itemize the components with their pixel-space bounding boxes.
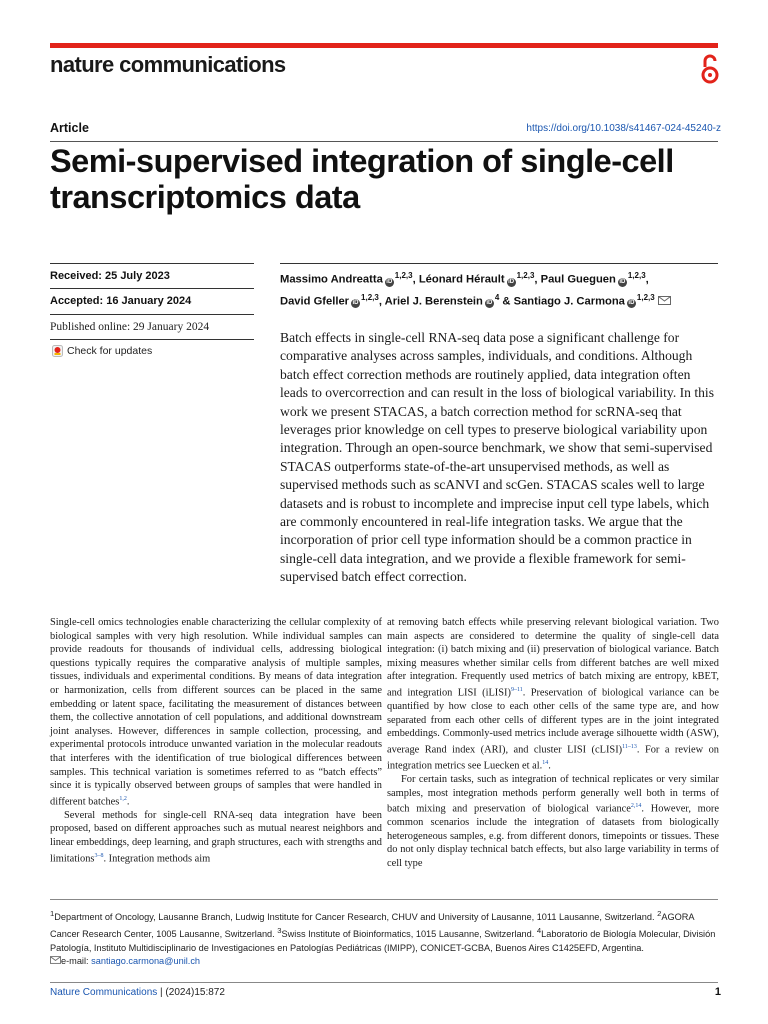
affiliation-text: Laboratorio de Biología Molecular, División Patología, Instituto Multidisciplinario de Investigaciones en Patologías Pediátricas (IMIPP), CONICET-GCBA, Buenos Aires C1425EFD, Argentina. bbox=[50, 929, 716, 953]
journal-name[interactable]: nature communications bbox=[50, 52, 286, 77]
body-text: . However, more common scenarios include the integration of datasets from biologically heterogeneous samples, e.g. from different donors, timepoints or tissues. These do not only display technical batch effects, but also large variability in terms of cell type bbox=[387, 803, 719, 869]
citation-ref[interactable]: 1,2 bbox=[119, 795, 127, 802]
citation-ref[interactable]: 9–11 bbox=[510, 686, 523, 693]
header-accent-rule bbox=[50, 43, 718, 48]
citation-ref[interactable]: 3–8 bbox=[94, 852, 104, 859]
author-name[interactable]: Paul Gueguen bbox=[540, 273, 616, 286]
authors-rule bbox=[280, 263, 718, 264]
author-name[interactable]: Ariel J. Berenstein bbox=[384, 295, 483, 308]
body-column-right bbox=[387, 616, 719, 871]
dates-rule-2 bbox=[50, 314, 254, 315]
author-affiliation-ref: 1,2,3 bbox=[627, 271, 646, 280]
author-separator: , bbox=[534, 273, 541, 286]
doi-link[interactable]: https://doi.org/10.1038/s41467-024-45240-z bbox=[526, 123, 721, 134]
dates-rule-3 bbox=[50, 339, 254, 340]
body-paragraph bbox=[387, 773, 719, 871]
body-paragraph bbox=[387, 616, 719, 773]
body-paragraph bbox=[50, 616, 382, 809]
author-separator: , bbox=[412, 273, 419, 286]
author-affiliation-ref: 1,2,3 bbox=[636, 292, 655, 302]
accepted-date: Accepted: 16 January 2024 bbox=[50, 295, 192, 307]
author-name[interactable]: Léonard Hérault bbox=[418, 273, 505, 286]
author-affiliation-ref: 1,2,3 bbox=[516, 271, 535, 280]
citation-ref[interactable]: 11–13 bbox=[622, 743, 637, 750]
author-name[interactable]: Santiago J. Carmona bbox=[513, 295, 625, 308]
affiliation-number: 1 bbox=[50, 909, 55, 918]
open-access-icon[interactable] bbox=[700, 53, 720, 85]
body-text: . Integration methods aim bbox=[103, 853, 211, 865]
affiliation-text: AGORA Cancer Research Center, 1005 Lausanne, Switzerland. bbox=[50, 912, 695, 940]
body-text: For certain tasks, such as integration of technical replicates or very similar samples, most integration methods perform generally well both in terms of batch mixing and preservation of biological variance bbox=[387, 773, 719, 815]
citation-ref[interactable]: 14 bbox=[542, 759, 549, 766]
author-list bbox=[280, 267, 720, 310]
author-separator: , bbox=[645, 273, 649, 286]
page-number: 1 bbox=[714, 986, 721, 998]
author-name[interactable]: Massimo Andreatta bbox=[280, 273, 383, 286]
orcid-icon[interactable]: iD bbox=[486, 300, 493, 307]
dates-rule-top bbox=[50, 263, 254, 264]
check-updates-icon bbox=[52, 345, 63, 357]
author-affiliation-ref: 1,2,3 bbox=[361, 292, 379, 302]
title-divider bbox=[50, 141, 718, 142]
author-separator: , bbox=[378, 295, 385, 308]
check-for-updates-button[interactable] bbox=[52, 345, 152, 357]
body-column-left bbox=[50, 616, 382, 866]
email-icon[interactable] bbox=[658, 296, 671, 305]
abstract: Batch effects in single-cell RNA-seq data pose a significant challenge for comparative analyses across samples, individuals, and conditions. Although batch effect correction methods are routinely applied, data integration often leads to overcorrection and can result in the loss of biological variability. In this work we present STACAS, a batch correction method for scRNA-seq that leverages prior knowledge on cell types to preserve biological variability upon integration. Through an open-source benchmark, we show that semi-supervised STACAS outperforms state-of-the-art unsupervised methods, as well as supervised methods such as scANVI and scGen. STACAS scales well to large datasets and is robust to incomplete and imprecise input cell type labels, which are commonly encountered in real-life integration tasks. We argue that the incorporation of prior cell type information should be a common practice in single-cell data integration, and we provide a flexible framework for semi-supervised batch effect correction. bbox=[280, 330, 714, 585]
published-date: Published online: 29 January 2024 bbox=[50, 321, 210, 333]
orcid-icon[interactable]: iD bbox=[352, 300, 359, 307]
orcid-icon[interactable]: iD bbox=[386, 278, 393, 285]
affiliations bbox=[50, 907, 718, 969]
body-text: Several methods for single-cell RNA-seq data integration have been proposed, based on different approaches such as mutual nearest neighbors and linear embeddings, deep learning, and graph structures, each with strengths and limitations bbox=[50, 809, 382, 865]
body-text: . bbox=[126, 796, 130, 808]
affiliations-rule bbox=[50, 899, 718, 900]
article-title: Semi-supervised integration of single-cell transcriptomics data bbox=[50, 143, 674, 215]
affiliation-number: 3 bbox=[277, 926, 282, 936]
footer-journal-name[interactable]: Nature Communications bbox=[50, 987, 158, 998]
footer-citation: (2024)15:872 bbox=[165, 987, 225, 998]
author-name[interactable]: David Gfeller bbox=[280, 295, 350, 308]
body-text: . bbox=[548, 760, 551, 772]
orcid-icon[interactable]: iD bbox=[628, 300, 635, 307]
author-affiliation-ref: 4 bbox=[494, 292, 500, 302]
orcid-icon[interactable]: iD bbox=[619, 278, 626, 285]
footer-rule bbox=[50, 982, 718, 983]
affiliation-number: 4 bbox=[536, 926, 542, 936]
body-text: . For a review on integration metrics see Luecken et al. bbox=[387, 744, 719, 772]
body-text: . Preservation of biological variance can be quantified by how close to each other cells of the same type are, and how separated from each other cells of different types are in the joint integrated embeddings. Commonly-used metrics include average silhouette width (ASW), average Rand index (ARI), and cluster LISI (cLISI) bbox=[387, 687, 719, 756]
orcid-icon[interactable]: iD bbox=[508, 278, 515, 285]
affiliation-text: Department of Oncology, Lausanne Branch, Ludwig Institute for Cancer Research, CHUV and University of Lausanne, 1011 Lausanne, Switzerland. bbox=[54, 912, 658, 923]
article-type: Article bbox=[50, 121, 89, 135]
affiliation-text: Swiss Institute of Bioinformatics, 1015 Lausanne, Switzerland. bbox=[281, 929, 537, 940]
received-date: Received: 25 July 2023 bbox=[50, 270, 170, 282]
check-updates-label: Check for updates bbox=[67, 345, 153, 357]
dates-rule-1 bbox=[50, 288, 254, 289]
affiliation-number: 2 bbox=[657, 909, 662, 918]
body-text: at removing batch effects while preserving relevant biological variation. Two main aspects are considered to determine the quality of single-cell data integration: (i) batch mixing and (ii) preservation of biological variance. Batch mixing measures whether similar cells from different batches are well mixed after integration. Frequently used metrics of batch mixing are entropy, kBET, and integration LISI (iLISI) bbox=[387, 617, 719, 699]
footer-journal: Nature Communications | (2024)15:872 bbox=[50, 987, 225, 998]
citation-ref[interactable]: 2,14 bbox=[630, 803, 642, 810]
corresponding-email-link[interactable]: santiago.carmona@unil.ch bbox=[91, 956, 201, 967]
author-affiliation-ref: 1,2,3 bbox=[394, 271, 413, 280]
body-paragraph bbox=[50, 809, 382, 866]
body-text: Single-cell omics technologies enable characterizing the cellular complexity of biological samples with very high resolution. While individual samples can provide readouts for thousands of individual cells, addressing biological questions typically requires the comparative analysis of multiple samples, tissues, individuals and experimental conditions. By means of data integration or harmonization, cells from different sources can be placed in the same embedding or latent space, facilitating the measurement of distances between them, the collective annotation of cell populations, and additional downstream joint analyses. However, differences in sample collection, processing, and experimental protocols introduce unwanted variation in the molecular readouts that interferes with the identification of true biological differences between samples. This technical variation is sometimes referred to as “batch effects” since it is typically observed between groups of samples that were handled in different batches bbox=[50, 617, 382, 808]
author-separator: & bbox=[499, 295, 514, 308]
email-icon bbox=[50, 956, 61, 964]
email-label: e-mail: bbox=[61, 956, 92, 967]
